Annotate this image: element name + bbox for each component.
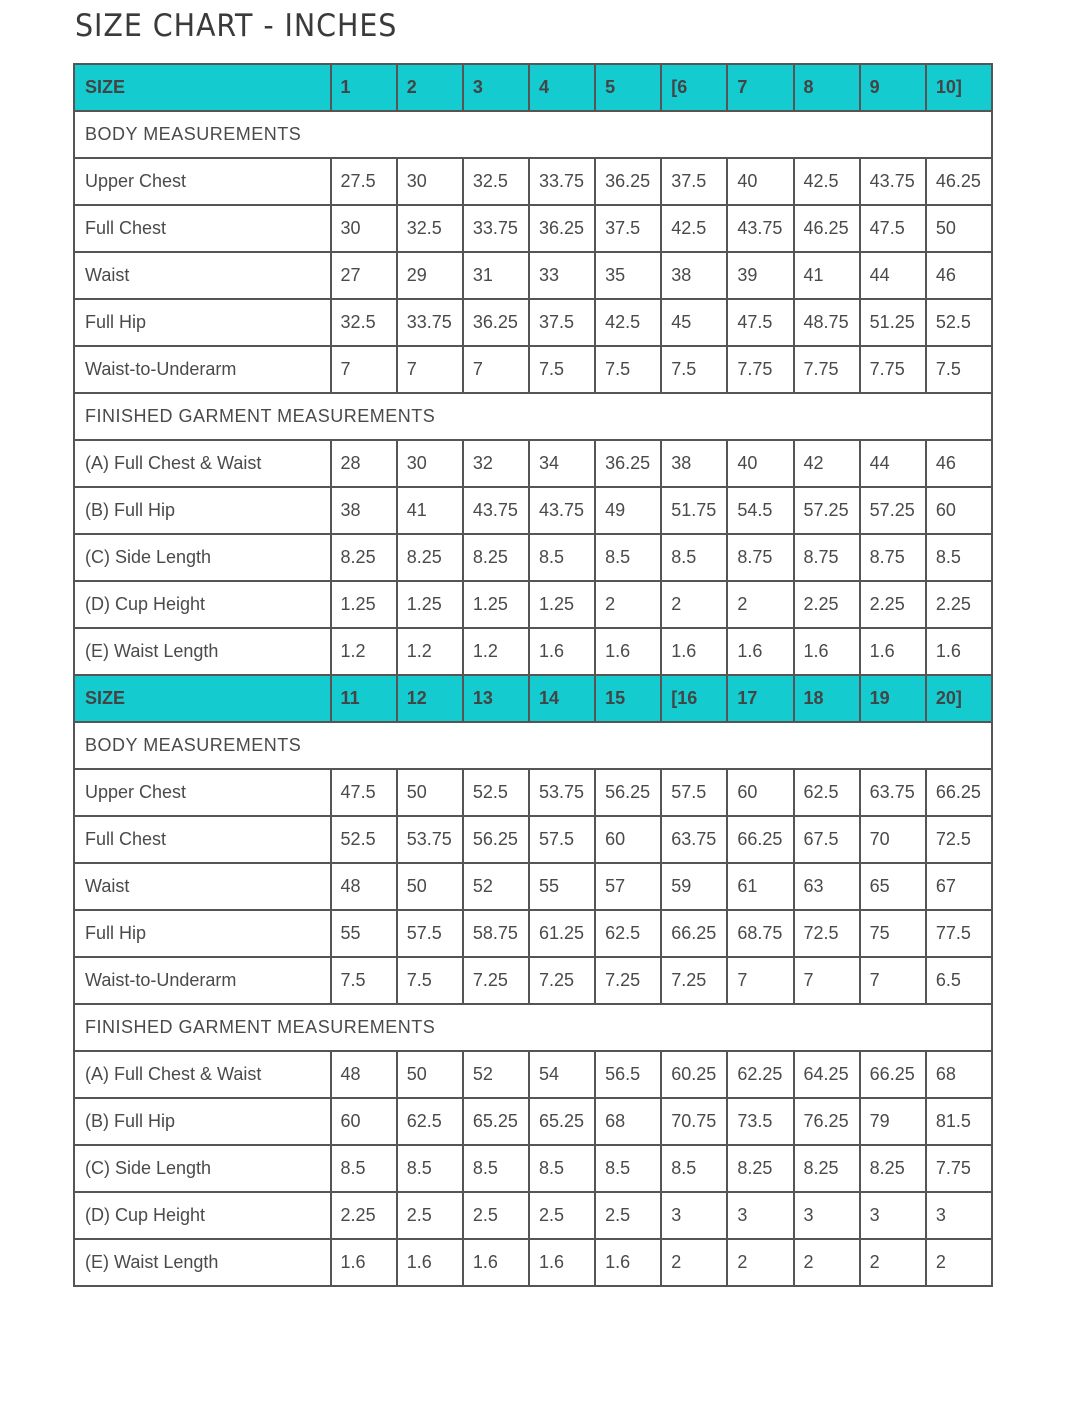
measurement-label: Waist xyxy=(74,252,331,299)
measurement-value: 57 xyxy=(595,863,661,910)
measurement-value: 27.5 xyxy=(331,158,397,205)
measurement-row xyxy=(74,440,992,487)
measurement-value: 60 xyxy=(595,816,661,863)
size-cell: 18 xyxy=(794,675,860,722)
measurement-value: 52.5 xyxy=(463,769,529,816)
measurement-row xyxy=(74,1051,992,1098)
measurement-label: (B) Full Hip xyxy=(74,1098,331,1145)
measurement-value: 28 xyxy=(331,440,397,487)
measurement-value: 68.75 xyxy=(727,910,793,957)
measurement-value: 48 xyxy=(331,863,397,910)
measurement-value: 65.25 xyxy=(529,1098,595,1145)
measurement-value: 8.25 xyxy=(397,534,463,581)
measurement-value: 30 xyxy=(397,158,463,205)
measurement-value: 50 xyxy=(397,863,463,910)
size-cell: 9 xyxy=(860,64,926,111)
measurement-value: 64.25 xyxy=(794,1051,860,1098)
measurement-value: 57.5 xyxy=(529,816,595,863)
section-heading-row xyxy=(74,393,992,440)
measurement-value: 50 xyxy=(397,769,463,816)
section-heading: BODY MEASUREMENTS xyxy=(74,722,992,769)
measurement-value: 8.75 xyxy=(727,534,793,581)
measurement-value: 7 xyxy=(794,957,860,1004)
measurement-value: 34 xyxy=(529,440,595,487)
size-cell: 20] xyxy=(926,675,992,722)
size-cell: 12 xyxy=(397,675,463,722)
measurement-value: 65 xyxy=(860,863,926,910)
section-heading: BODY MEASUREMENTS xyxy=(74,111,992,158)
measurement-row xyxy=(74,1098,992,1145)
measurement-label: Full Hip xyxy=(74,910,331,957)
measurement-value: 40 xyxy=(727,440,793,487)
measurement-value: 51.25 xyxy=(860,299,926,346)
measurement-value: 1.2 xyxy=(397,628,463,675)
size-cell: 5 xyxy=(595,64,661,111)
measurement-value: 37.5 xyxy=(529,299,595,346)
measurement-value: 41 xyxy=(397,487,463,534)
measurement-value: 1.25 xyxy=(397,581,463,628)
measurement-value: 57.25 xyxy=(860,487,926,534)
measurement-value: 57.5 xyxy=(661,769,727,816)
measurement-label: (E) Waist Length xyxy=(74,1239,331,1286)
measurement-value: 63.75 xyxy=(860,769,926,816)
measurement-value: 40 xyxy=(727,158,793,205)
measurement-label: Waist-to-Underarm xyxy=(74,957,331,1004)
measurement-value: 59 xyxy=(661,863,727,910)
measurement-value: 51.75 xyxy=(661,487,727,534)
measurement-value: 36.25 xyxy=(463,299,529,346)
section-heading: FINISHED GARMENT MEASUREMENTS xyxy=(74,1004,992,1051)
measurement-value: 36.25 xyxy=(529,205,595,252)
section-heading-row xyxy=(74,111,992,158)
measurement-value: 1.6 xyxy=(595,628,661,675)
measurement-value: 3 xyxy=(860,1192,926,1239)
measurement-value: 1.6 xyxy=(529,1239,595,1286)
measurement-value: 8.75 xyxy=(794,534,860,581)
measurement-value: 42.5 xyxy=(794,158,860,205)
measurement-value: 30 xyxy=(331,205,397,252)
size-cell: 14 xyxy=(529,675,595,722)
measurement-value: 50 xyxy=(397,1051,463,1098)
measurement-value: 44 xyxy=(860,440,926,487)
measurement-value: 55 xyxy=(331,910,397,957)
measurement-value: 2.5 xyxy=(595,1192,661,1239)
measurement-value: 76.25 xyxy=(794,1098,860,1145)
measurement-value: 53.75 xyxy=(397,816,463,863)
measurement-value: 60 xyxy=(331,1098,397,1145)
measurement-value: 60.25 xyxy=(661,1051,727,1098)
size-label-cell: SIZE xyxy=(74,675,331,722)
measurement-value: 37.5 xyxy=(595,205,661,252)
size-header-row xyxy=(74,675,992,722)
measurement-value: 37.5 xyxy=(661,158,727,205)
measurement-value: 7 xyxy=(727,957,793,1004)
measurement-value: 2 xyxy=(595,581,661,628)
measurement-value: 46 xyxy=(926,440,992,487)
measurement-value: 8.25 xyxy=(331,534,397,581)
measurement-row xyxy=(74,346,992,393)
measurement-value: 7 xyxy=(331,346,397,393)
measurement-value: 1.6 xyxy=(397,1239,463,1286)
measurement-value: 2.25 xyxy=(860,581,926,628)
measurement-value: 2 xyxy=(727,1239,793,1286)
measurement-value: 53.75 xyxy=(529,769,595,816)
measurement-value: 8.75 xyxy=(860,534,926,581)
measurement-value: 8.25 xyxy=(794,1145,860,1192)
measurement-value: 66.25 xyxy=(860,1051,926,1098)
size-cell: 13 xyxy=(463,675,529,722)
measurement-value: 60 xyxy=(926,487,992,534)
size-chart-table xyxy=(73,63,993,1287)
measurement-value: 1.6 xyxy=(794,628,860,675)
measurement-value: 7 xyxy=(463,346,529,393)
size-cell: 7 xyxy=(727,64,793,111)
section-heading-row xyxy=(74,1004,992,1051)
measurement-row xyxy=(74,534,992,581)
measurement-value: 7.25 xyxy=(529,957,595,1004)
measurement-value: 33.75 xyxy=(463,205,529,252)
measurement-value: 33 xyxy=(529,252,595,299)
measurement-value: 8.5 xyxy=(529,534,595,581)
size-cell: [6 xyxy=(661,64,727,111)
measurement-value: 32.5 xyxy=(331,299,397,346)
section-heading: FINISHED GARMENT MEASUREMENTS xyxy=(74,393,992,440)
measurement-value: 2 xyxy=(926,1239,992,1286)
measurement-value: 3 xyxy=(661,1192,727,1239)
measurement-value: 72.5 xyxy=(926,816,992,863)
measurement-value: 68 xyxy=(926,1051,992,1098)
measurement-value: 66.25 xyxy=(727,816,793,863)
measurement-value: 70.75 xyxy=(661,1098,727,1145)
measurement-value: 52.5 xyxy=(926,299,992,346)
measurement-label: (D) Cup Height xyxy=(74,581,331,628)
measurement-label: Waist-to-Underarm xyxy=(74,346,331,393)
measurement-value: 50 xyxy=(926,205,992,252)
section-heading-row xyxy=(74,722,992,769)
measurement-value: 32.5 xyxy=(463,158,529,205)
measurement-value: 58.75 xyxy=(463,910,529,957)
measurement-value: 2 xyxy=(661,581,727,628)
measurement-value: 38 xyxy=(661,252,727,299)
measurement-label: (A) Full Chest & Waist xyxy=(74,440,331,487)
measurement-label: (D) Cup Height xyxy=(74,1192,331,1239)
size-cell: 10] xyxy=(926,64,992,111)
measurement-value: 77.5 xyxy=(926,910,992,957)
measurement-value: 55 xyxy=(529,863,595,910)
measurement-value: 38 xyxy=(331,487,397,534)
measurement-value: 61.25 xyxy=(529,910,595,957)
measurement-value: 7.75 xyxy=(926,1145,992,1192)
measurement-row xyxy=(74,299,992,346)
measurement-value: 67 xyxy=(926,863,992,910)
measurement-value: 8.5 xyxy=(595,1145,661,1192)
measurement-value: 46.25 xyxy=(926,158,992,205)
measurement-value: 45 xyxy=(661,299,727,346)
measurement-value: 79 xyxy=(860,1098,926,1145)
measurement-value: 1.2 xyxy=(463,628,529,675)
measurement-value: 7.5 xyxy=(661,346,727,393)
measurement-value: 41 xyxy=(794,252,860,299)
size-cell: 3 xyxy=(463,64,529,111)
measurement-value: 61 xyxy=(727,863,793,910)
measurement-value: 47.5 xyxy=(331,769,397,816)
measurement-row xyxy=(74,863,992,910)
size-cell: 17 xyxy=(727,675,793,722)
measurement-value: 1.6 xyxy=(860,628,926,675)
measurement-value: 8.5 xyxy=(661,534,727,581)
measurement-value: 2.25 xyxy=(794,581,860,628)
measurement-value: 8.5 xyxy=(331,1145,397,1192)
measurement-row xyxy=(74,910,992,957)
measurement-label: Full Chest xyxy=(74,205,331,252)
measurement-value: 1.6 xyxy=(463,1239,529,1286)
measurement-value: 56.5 xyxy=(595,1051,661,1098)
measurement-value: 42.5 xyxy=(595,299,661,346)
measurement-value: 62.5 xyxy=(595,910,661,957)
measurement-label: Full Chest xyxy=(74,816,331,863)
measurement-row xyxy=(74,158,992,205)
measurement-value: 7.5 xyxy=(397,957,463,1004)
measurement-value: 1.2 xyxy=(331,628,397,675)
measurement-value: 32.5 xyxy=(397,205,463,252)
measurement-value: 8.25 xyxy=(727,1145,793,1192)
measurement-value: 2 xyxy=(860,1239,926,1286)
size-cell: 1 xyxy=(331,64,397,111)
measurement-value: 7.75 xyxy=(727,346,793,393)
size-header-row xyxy=(74,64,992,111)
measurement-value: 47.5 xyxy=(860,205,926,252)
size-cell: 2 xyxy=(397,64,463,111)
measurement-value: 8.5 xyxy=(661,1145,727,1192)
measurement-value: 39 xyxy=(727,252,793,299)
measurement-value: 1.25 xyxy=(529,581,595,628)
measurement-value: 31 xyxy=(463,252,529,299)
measurement-value: 46 xyxy=(926,252,992,299)
measurement-value: 7 xyxy=(397,346,463,393)
measurement-row xyxy=(74,769,992,816)
measurement-value: 33.75 xyxy=(529,158,595,205)
measurement-value: 46.25 xyxy=(794,205,860,252)
size-cell: 8 xyxy=(794,64,860,111)
measurement-value: 43.75 xyxy=(727,205,793,252)
measurement-value: 68 xyxy=(595,1098,661,1145)
measurement-value: 62.5 xyxy=(794,769,860,816)
size-cell: 19 xyxy=(860,675,926,722)
measurement-value: 43.75 xyxy=(463,487,529,534)
measurement-value: 1.6 xyxy=(529,628,595,675)
measurement-label: (A) Full Chest & Waist xyxy=(74,1051,331,1098)
measurement-value: 66.25 xyxy=(661,910,727,957)
measurement-row xyxy=(74,816,992,863)
measurement-value: 54 xyxy=(529,1051,595,1098)
size-cell: 11 xyxy=(331,675,397,722)
measurement-row xyxy=(74,205,992,252)
measurement-value: 3 xyxy=(794,1192,860,1239)
measurement-value: 43.75 xyxy=(529,487,595,534)
measurement-value: 2 xyxy=(661,1239,727,1286)
measurement-value: 75 xyxy=(860,910,926,957)
measurement-value: 8.5 xyxy=(595,534,661,581)
measurement-value: 54.5 xyxy=(727,487,793,534)
measurement-value: 1.25 xyxy=(331,581,397,628)
measurement-label: Waist xyxy=(74,863,331,910)
measurement-row xyxy=(74,581,992,628)
measurement-value: 63.75 xyxy=(661,816,727,863)
measurement-value: 1.6 xyxy=(661,628,727,675)
measurement-row xyxy=(74,628,992,675)
size-cell: [16 xyxy=(661,675,727,722)
measurement-label: Full Hip xyxy=(74,299,331,346)
measurement-value: 8.5 xyxy=(529,1145,595,1192)
measurement-value: 43.75 xyxy=(860,158,926,205)
measurement-row xyxy=(74,252,992,299)
measurement-value: 6.5 xyxy=(926,957,992,1004)
measurement-value: 36.25 xyxy=(595,440,661,487)
measurement-row xyxy=(74,487,992,534)
size-cell: 4 xyxy=(529,64,595,111)
size-label-cell: SIZE xyxy=(74,64,331,111)
measurement-value: 1.25 xyxy=(463,581,529,628)
measurement-value: 66.25 xyxy=(926,769,992,816)
measurement-value: 2.5 xyxy=(463,1192,529,1239)
measurement-value: 7.75 xyxy=(794,346,860,393)
measurement-value: 42.5 xyxy=(661,205,727,252)
measurement-value: 48 xyxy=(331,1051,397,1098)
measurement-value: 72.5 xyxy=(794,910,860,957)
page-title: SIZE CHART - INCHES xyxy=(75,8,398,44)
measurement-value: 2 xyxy=(727,581,793,628)
measurement-value: 57.25 xyxy=(794,487,860,534)
measurement-row xyxy=(74,957,992,1004)
measurement-value: 7.5 xyxy=(595,346,661,393)
measurement-value: 3 xyxy=(926,1192,992,1239)
measurement-label: Upper Chest xyxy=(74,158,331,205)
measurement-row xyxy=(74,1192,992,1239)
measurement-value: 30 xyxy=(397,440,463,487)
measurement-value: 47.5 xyxy=(727,299,793,346)
measurement-value: 52 xyxy=(463,1051,529,1098)
measurement-value: 2.25 xyxy=(926,581,992,628)
measurement-value: 2 xyxy=(794,1239,860,1286)
measurement-value: 32 xyxy=(463,440,529,487)
measurement-value: 8.25 xyxy=(463,534,529,581)
measurement-value: 2.5 xyxy=(529,1192,595,1239)
measurement-value: 70 xyxy=(860,816,926,863)
measurement-value: 48.75 xyxy=(794,299,860,346)
measurement-value: 27 xyxy=(331,252,397,299)
measurement-value: 81.5 xyxy=(926,1098,992,1145)
measurement-value: 1.6 xyxy=(926,628,992,675)
measurement-value: 60 xyxy=(727,769,793,816)
measurement-value: 42 xyxy=(794,440,860,487)
measurement-value: 52 xyxy=(463,863,529,910)
measurement-value: 62.5 xyxy=(397,1098,463,1145)
measurement-value: 73.5 xyxy=(727,1098,793,1145)
measurement-value: 35 xyxy=(595,252,661,299)
measurement-value: 8.5 xyxy=(926,534,992,581)
measurement-value: 65.25 xyxy=(463,1098,529,1145)
measurement-value: 67.5 xyxy=(794,816,860,863)
measurement-value: 7.25 xyxy=(463,957,529,1004)
measurement-value: 7.75 xyxy=(860,346,926,393)
measurement-value: 1.6 xyxy=(331,1239,397,1286)
measurement-value: 38 xyxy=(661,440,727,487)
measurement-value: 7.5 xyxy=(529,346,595,393)
measurement-value: 8.5 xyxy=(397,1145,463,1192)
measurement-label: (C) Side Length xyxy=(74,1145,331,1192)
measurement-value: 8.25 xyxy=(860,1145,926,1192)
measurement-value: 52.5 xyxy=(331,816,397,863)
measurement-label: (C) Side Length xyxy=(74,534,331,581)
measurement-value: 7 xyxy=(860,957,926,1004)
measurement-value: 7.5 xyxy=(331,957,397,1004)
measurement-value: 1.6 xyxy=(595,1239,661,1286)
measurement-row xyxy=(74,1145,992,1192)
measurement-label: (E) Waist Length xyxy=(74,628,331,675)
measurement-row xyxy=(74,1239,992,1286)
measurement-value: 49 xyxy=(595,487,661,534)
measurement-value: 57.5 xyxy=(397,910,463,957)
measurement-value: 7.25 xyxy=(661,957,727,1004)
measurement-value: 62.25 xyxy=(727,1051,793,1098)
measurement-value: 36.25 xyxy=(595,158,661,205)
measurement-value: 63 xyxy=(794,863,860,910)
measurement-value: 2.5 xyxy=(397,1192,463,1239)
measurement-value: 8.5 xyxy=(463,1145,529,1192)
measurement-value: 56.25 xyxy=(463,816,529,863)
measurement-value: 7.5 xyxy=(926,346,992,393)
measurement-label: (B) Full Hip xyxy=(74,487,331,534)
measurement-value: 3 xyxy=(727,1192,793,1239)
measurement-value: 33.75 xyxy=(397,299,463,346)
measurement-value: 44 xyxy=(860,252,926,299)
measurement-label: Upper Chest xyxy=(74,769,331,816)
size-cell: 15 xyxy=(595,675,661,722)
measurement-value: 7.25 xyxy=(595,957,661,1004)
measurement-value: 29 xyxy=(397,252,463,299)
measurement-value: 2.25 xyxy=(331,1192,397,1239)
measurement-value: 1.6 xyxy=(727,628,793,675)
measurement-value: 56.25 xyxy=(595,769,661,816)
